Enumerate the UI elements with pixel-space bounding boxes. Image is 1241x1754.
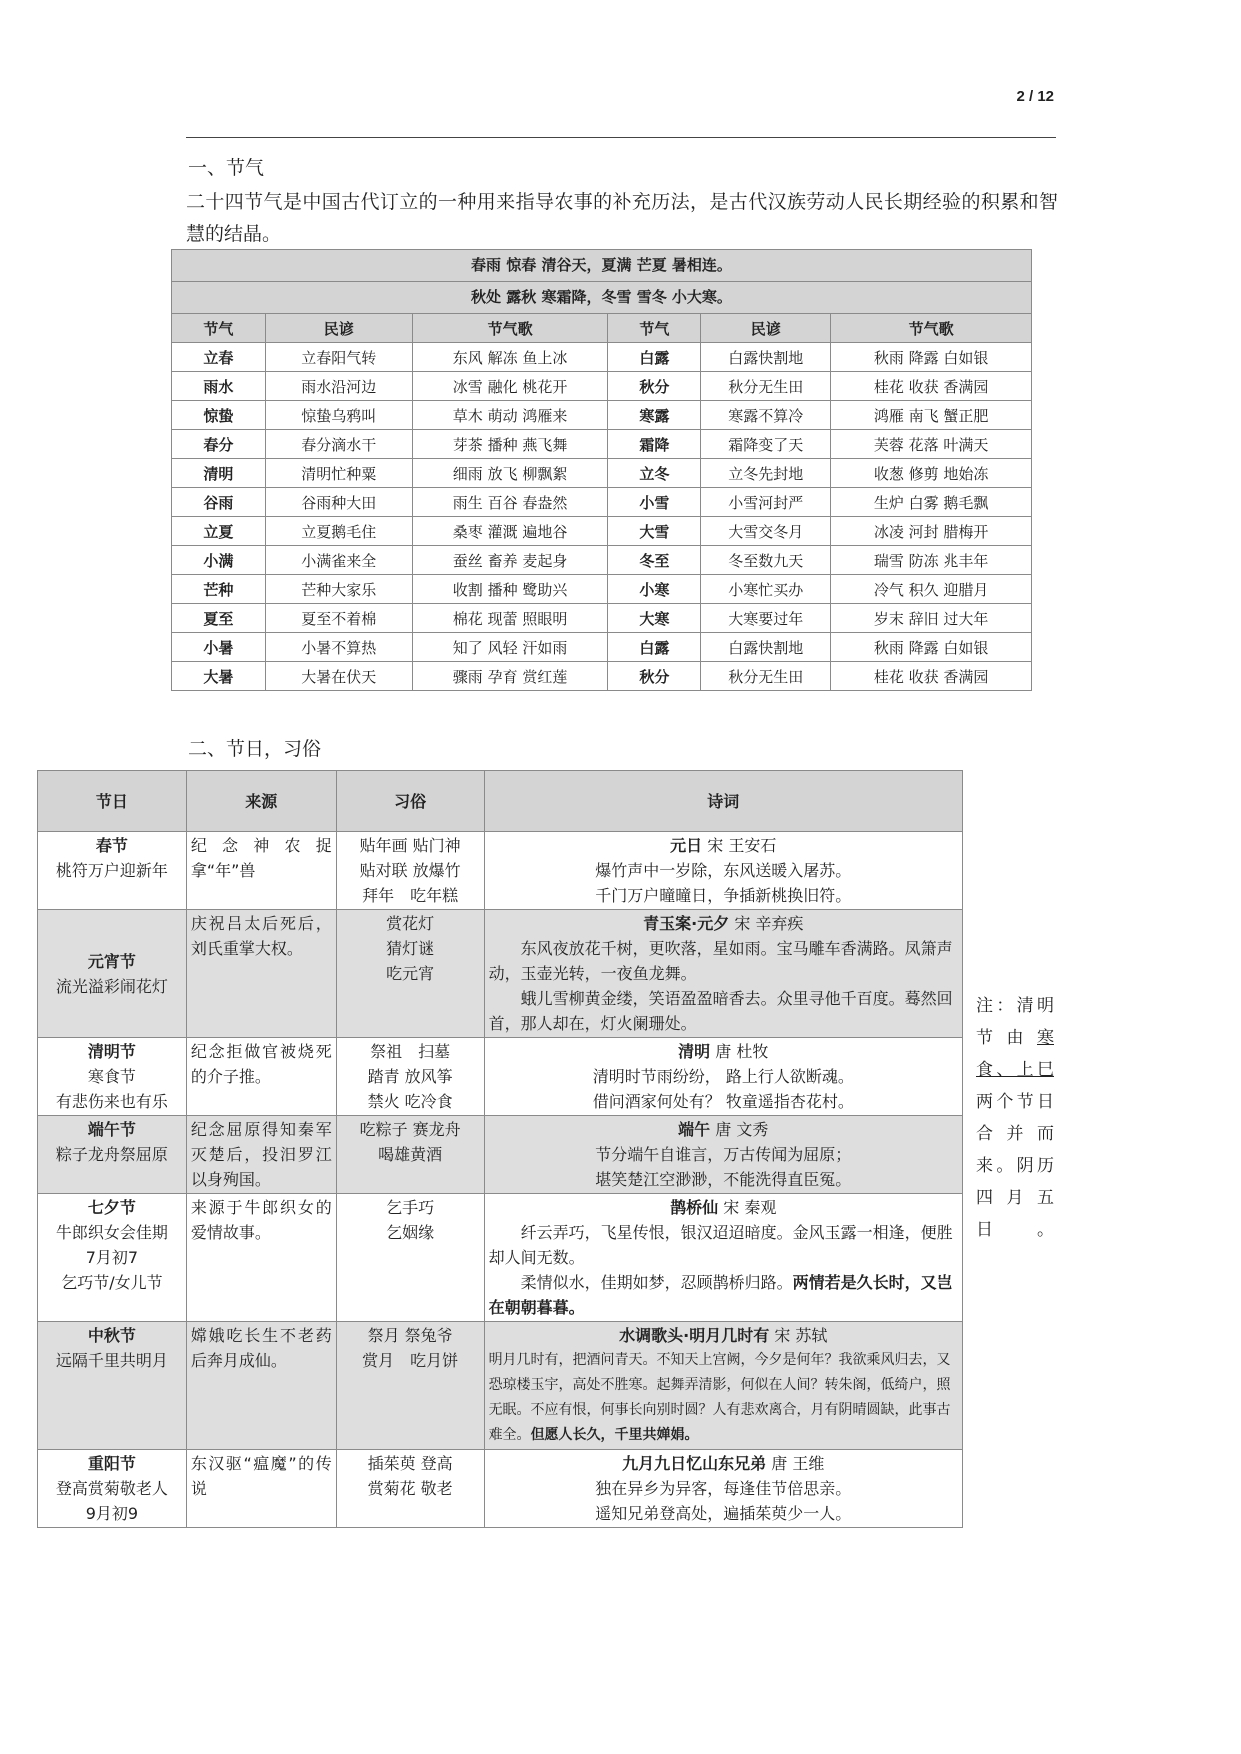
solar-table-cell: 立冬 <box>608 459 701 488</box>
festival-custom: 贴对联 放爆竹 <box>359 861 461 880</box>
solar-table-cell: 小寒 <box>608 575 701 604</box>
solar-table-cell: 霜降 <box>608 430 701 459</box>
solar-table-header: 节气 <box>172 314 266 343</box>
solar-table-cell: 生炉 白雾 鹅毛飘 <box>831 488 1032 517</box>
festival-custom: 踏青 放风筝 <box>367 1067 453 1086</box>
poem-body <box>489 1348 958 1448</box>
festival-custom: 祭月 祭兔爷 <box>367 1326 453 1345</box>
festival-custom: 乞手巧 <box>386 1198 435 1217</box>
solar-table-title-row <box>172 250 1032 282</box>
solar-table-cell: 大暑在伏天 <box>265 662 412 691</box>
festival-name: 端午节 <box>87 1120 136 1139</box>
solar-table-cell: 霜降变了天 <box>701 430 831 459</box>
section-heading-solar-terms: 一、节气 <box>188 157 265 179</box>
solar-table-cell: 小暑 <box>172 633 266 662</box>
solar-table-cell: 秋雨 降露 白如银 <box>831 633 1032 662</box>
solar-table-cell: 立夏鹅毛住 <box>265 517 412 546</box>
festival-header: 诗词 <box>484 771 962 832</box>
festival-custom: 赏花灯 <box>386 914 435 933</box>
solar-table-cell: 谷雨种大田 <box>265 488 412 517</box>
solar-table-row <box>172 488 1032 517</box>
solar-table-cell: 鸿雁 南飞 蟹正肥 <box>831 401 1032 430</box>
solar-table-cell: 冬至数九天 <box>701 546 831 575</box>
solar-terms-intro: 二十四节气是中国古代订立的一种用来指导农事的补充历法，是古代汉族劳动人民长期经验的积累和智慧的结晶。 <box>186 191 1058 245</box>
festival-row <box>38 1116 963 1194</box>
festival-customs-cell <box>336 1322 484 1450</box>
festival-poem-cell <box>484 1194 962 1322</box>
solar-table-cell: 大暑 <box>172 662 266 691</box>
poem-line: 柔情似水，佳期如梦，忍顾鹊桥归路。 <box>520 1273 793 1292</box>
festival-poem-cell <box>484 1116 962 1194</box>
poem-line: 蛾儿雪柳黄金缕，笑语盈盈暗香去。众里寻他千百度。蓦然回首，那人却在，灯火阑珊处。 <box>488 989 953 1033</box>
festival-subtitle: 7月初7 <box>85 1248 139 1267</box>
poem-title: 水调歌头·明月几时有 <box>619 1326 770 1345</box>
festival-custom: 吃粽子 赛龙舟 <box>359 1120 461 1139</box>
festival-row <box>38 1038 963 1116</box>
solar-table-title-row <box>172 282 1032 314</box>
festival-origin: 来源于牛郎织女的爱情故事。 <box>186 1194 336 1322</box>
festival-origin: 纪念拒做官被烧死的介子推。 <box>186 1038 336 1116</box>
solar-table-cell: 大雪交冬月 <box>701 517 831 546</box>
solar-table-row <box>172 401 1032 430</box>
poem-title-line <box>489 833 958 858</box>
poem-line: 纤云弄巧，飞星传恨，银汉迢迢暗度。金风玉露一相逢，便胜却人间无数。 <box>488 1223 953 1267</box>
poem-title-line <box>489 1039 958 1064</box>
festival-name-cell <box>38 1194 187 1322</box>
solar-table-cell: 秋雨 降露 白如银 <box>831 343 1032 372</box>
festival-subtitle: 粽子龙舟祭屈原 <box>55 1145 168 1164</box>
festival-row <box>38 910 963 1038</box>
poem-author: 宋 王安石 <box>707 836 777 855</box>
solar-table-cell: 冷气 积久 迎腊月 <box>831 575 1032 604</box>
solar-table-row <box>172 430 1032 459</box>
solar-table-cell: 细雨 放飞 柳飘絮 <box>412 459 608 488</box>
poem-line: 爆竹声中一岁除，东风送暖入屠苏。 <box>595 861 852 880</box>
poem-title-line <box>489 1451 958 1476</box>
poem-line-wrap <box>489 1270 958 1320</box>
festival-row <box>38 1194 963 1322</box>
solar-table-cell: 白露 <box>608 343 701 372</box>
solar-table-cell: 白露快割地 <box>701 343 831 372</box>
solar-table-row <box>172 546 1032 575</box>
festival-subtitle: 乞巧节/女儿节 <box>61 1273 163 1292</box>
festival-custom: 赏菊花 敬老 <box>367 1479 453 1498</box>
poem-line: 节分端午自谁言，万古传闻为屈原； <box>595 1145 852 1164</box>
solar-table-cell: 小雪河封严 <box>701 488 831 517</box>
solar-table-cell: 惊蛰乌鸦叫 <box>265 401 412 430</box>
festival-name-cell <box>38 1322 187 1450</box>
solar-table-row <box>172 575 1032 604</box>
solar-table-cell: 小雪 <box>608 488 701 517</box>
festival-name: 元宵节 <box>87 951 136 971</box>
solar-table-cell: 收葱 修剪 地始冻 <box>831 459 1032 488</box>
solar-table-cell: 谷雨 <box>172 488 266 517</box>
solar-table-cell: 雨水 <box>172 372 266 401</box>
solar-table-cell: 瑞雪 防冻 兆丰年 <box>831 546 1032 575</box>
festival-name-cell <box>38 1450 187 1528</box>
poem-title: 青玉案·元夕 <box>643 914 730 933</box>
solar-table-row <box>172 459 1032 488</box>
solar-table-cell: 立春 <box>172 343 266 372</box>
festival-origin: 东汉驱“瘟魔”的传说 <box>186 1450 336 1528</box>
solar-table-cell: 春分 <box>172 430 266 459</box>
festival-subtitle: 牛郎织女会佳期 <box>55 1223 168 1242</box>
poem-author: 唐 王维 <box>771 1454 825 1473</box>
solar-table-cell: 冰凌 河封 腊梅开 <box>831 517 1032 546</box>
poem-line: 遥知兄弟登高处，遍插茱萸少一人。 <box>595 1504 852 1523</box>
poem-title: 清明 <box>678 1042 711 1061</box>
note-underlined: 寒食、上巳 <box>976 1028 1054 1080</box>
solar-table-cell: 芒种大家乐 <box>265 575 412 604</box>
solar-table-cell: 桑枣 灌溉 遍地谷 <box>412 517 608 546</box>
solar-table-cell: 桂花 收获 香满园 <box>831 372 1032 401</box>
solar-table-cell: 秋分无生田 <box>701 662 831 691</box>
solar-table-cell: 芙蓉 花落 叶满天 <box>831 430 1032 459</box>
solar-table-title: 春雨 惊春 清谷天，夏满 芒夏 暑相连。 <box>172 250 1032 282</box>
page-number: 2 / 12 <box>1016 88 1054 105</box>
solar-table-cell: 秋分 <box>608 372 701 401</box>
solar-table-cell: 大雪 <box>608 517 701 546</box>
solar-table-cell: 立夏 <box>172 517 266 546</box>
poem-title: 元日 <box>670 836 703 855</box>
festival-row <box>38 1322 963 1450</box>
solar-table-header: 节气 <box>608 314 701 343</box>
solar-table-cell: 桂花 收获 香满园 <box>831 662 1032 691</box>
solar-table-cell: 寒露不算冷 <box>701 401 831 430</box>
poem-bold-line: 两情若是久长时，又岂在朝朝暮暮。 <box>488 1273 953 1317</box>
festival-custom: 贴年画 贴门神 <box>359 836 461 855</box>
festival-subtitle: 9月初9 <box>85 1504 139 1523</box>
poem-title: 九月九日忆山东兄弟 <box>622 1454 767 1473</box>
solar-table-cell: 芒种 <box>172 575 266 604</box>
festival-name-cell <box>38 1116 187 1194</box>
poem-author: 唐 文秀 <box>715 1120 769 1139</box>
solar-table-cell: 棉花 现蕾 照眼明 <box>412 604 608 633</box>
poem-author: 唐 杜牧 <box>715 1042 769 1061</box>
festival-poem-cell <box>484 1322 962 1450</box>
festival-custom: 插茱萸 登高 <box>367 1454 453 1473</box>
solar-table-cell: 收割 播种 鹭助兴 <box>412 575 608 604</box>
festival-header: 来源 <box>186 771 336 832</box>
solar-table-cell: 夏至不着棉 <box>265 604 412 633</box>
solar-table-cell: 小满 <box>172 546 266 575</box>
solar-table-row <box>172 662 1032 691</box>
solar-table-cell: 大寒 <box>608 604 701 633</box>
solar-table-cell: 白露 <box>608 633 701 662</box>
solar-table-cell: 知了 风轻 汗如雨 <box>412 633 608 662</box>
solar-table-title: 秋处 露秋 寒霜降，冬雪 雪冬 小大寒。 <box>172 282 1032 314</box>
solar-table-cell: 冬至 <box>608 546 701 575</box>
festival-subtitle: 有悲伤来也有乐 <box>55 1092 168 1111</box>
festival-poem-cell <box>484 1038 962 1116</box>
festival-header: 习俗 <box>336 771 484 832</box>
poem-author: 宋 辛弃疾 <box>734 914 804 933</box>
poem-bold-line: 但愿人长久，千里共婵娟。 <box>530 1427 699 1443</box>
section-heading-festivals: 二、节日，习俗 <box>188 738 322 760</box>
festival-poem-cell <box>484 1450 962 1528</box>
poem-line: 堪笑楚江空渺渺，不能洗得直臣冤。 <box>595 1170 852 1189</box>
poem-line: 借问酒家何处有？ 牧童遥指杏花村。 <box>592 1092 854 1111</box>
festivals-table <box>37 770 963 1528</box>
solar-table-cell: 芽茶 播种 燕飞舞 <box>412 430 608 459</box>
festival-custom: 祭祖 扫墓 <box>370 1042 451 1061</box>
solar-table-cell: 惊蛰 <box>172 401 266 430</box>
solar-table-cell: 春分滴水干 <box>265 430 412 459</box>
festival-header-row <box>38 771 963 832</box>
festival-customs-cell <box>336 1116 484 1194</box>
festival-custom: 赏月 吃月饼 <box>362 1351 459 1370</box>
poem-author: 宋 秦观 <box>723 1198 777 1217</box>
festival-row <box>38 1450 963 1528</box>
solar-table-cell: 小寒忙买办 <box>701 575 831 604</box>
festival-poem-cell <box>484 832 962 910</box>
solar-table-row <box>172 633 1032 662</box>
solar-table-header: 民谚 <box>265 314 412 343</box>
festival-origin: 庆祝吕太后死后，刘氏重掌大权。 <box>186 910 336 1038</box>
note-prefix: 注：清明节由 <box>976 996 1054 1048</box>
solar-table-cell: 清明 <box>172 459 266 488</box>
solar-table-cell: 雨水沿河边 <box>265 372 412 401</box>
festival-subtitle: 桃符万户迎新年 <box>55 861 168 880</box>
note-suffix: 两个节日合并而来。阴历四月五日。 <box>976 1092 1054 1240</box>
header-rule <box>186 137 1056 138</box>
solar-table-row <box>172 517 1032 546</box>
festival-customs-cell <box>336 1038 484 1116</box>
festival-custom: 禁火 吃冷食 <box>367 1092 453 1111</box>
solar-table-header: 民谚 <box>701 314 831 343</box>
festival-name-cell <box>38 1038 187 1116</box>
solar-table-cell: 骤雨 孕育 赏红莲 <box>412 662 608 691</box>
solar-table-cell: 蚕丝 畜养 麦起身 <box>412 546 608 575</box>
festival-customs-cell <box>336 1194 484 1322</box>
poem-title-line <box>489 1195 958 1220</box>
solar-table-cell: 大寒要过年 <box>701 604 831 633</box>
solar-table-cell: 小满雀来全 <box>265 546 412 575</box>
solar-table-cell: 小暑不算热 <box>265 633 412 662</box>
festival-header: 节日 <box>38 771 187 832</box>
festival-customs-cell <box>336 1450 484 1528</box>
poem-title-line <box>489 1323 958 1348</box>
solar-table-cell: 岁末 辞旧 过大年 <box>831 604 1032 633</box>
festival-customs-cell <box>336 910 484 1038</box>
solar-table-row <box>172 604 1032 633</box>
festival-poem-cell <box>484 910 962 1038</box>
festival-name-cell <box>38 910 187 1038</box>
poem-title: 鹊桥仙 <box>670 1198 719 1217</box>
festival-origin: 纪念神农捉拿“年”兽 <box>186 832 336 910</box>
festival-name-cell <box>38 832 187 910</box>
solar-table-cell: 寒露 <box>608 401 701 430</box>
solar-table-cell: 东风 解冻 鱼上冰 <box>412 343 608 372</box>
solar-table-header: 节气歌 <box>831 314 1032 343</box>
festival-subtitle: 远隔千里共明月 <box>55 1351 168 1370</box>
festival-name: 重阳节 <box>87 1454 136 1473</box>
solar-table-cell: 雨生 百谷 春盎然 <box>412 488 608 517</box>
solar-terms-table <box>171 249 1032 691</box>
solar-table-header: 节气歌 <box>412 314 608 343</box>
poem-line: 清明时节雨纷纷， 路上行人欲断魂。 <box>592 1067 854 1086</box>
festival-custom: 喝雄黄酒 <box>378 1145 443 1164</box>
poem-line: 东风夜放花千树，更吹落，星如雨。宝马雕车香满路。凤箫声动，玉壶光转，一夜鱼龙舞。 <box>488 939 953 983</box>
solar-table-row <box>172 372 1032 401</box>
festival-name: 中秋节 <box>87 1326 136 1345</box>
poem-line: 独在异乡为异客，每逢佳节倍思亲。 <box>595 1479 852 1498</box>
solar-table-cell: 草木 萌动 鸿雁来 <box>412 401 608 430</box>
solar-table-row <box>172 343 1032 372</box>
festival-subtitle: 流光溢彩闹花灯 <box>55 976 168 996</box>
solar-table-cell: 立冬先封地 <box>701 459 831 488</box>
poem-author: 宋 苏轼 <box>774 1326 828 1345</box>
solar-table-cell: 清明忙种粟 <box>265 459 412 488</box>
festival-row <box>38 832 963 910</box>
festival-custom: 乞姻缘 <box>386 1223 435 1242</box>
poem-title-line <box>489 1117 958 1142</box>
qingming-note <box>976 990 1054 1246</box>
festival-origin: 纪念屈原得知秦军灭楚后，投汨罗江以身殉国。 <box>186 1116 336 1194</box>
solar-table-cell: 冰雪 融化 桃花开 <box>412 372 608 401</box>
solar-table-cell: 白露快割地 <box>701 633 831 662</box>
festival-custom: 猜灯谜 <box>386 939 435 958</box>
festival-subtitle: 寒食节 <box>87 1067 136 1086</box>
solar-table-header-row <box>172 314 1032 343</box>
solar-table-cell: 秋分 <box>608 662 701 691</box>
solar-table-cell: 秋分无生田 <box>701 372 831 401</box>
poem-title-line <box>489 911 958 936</box>
poem-line: 明月几时有，把酒问青天。不知天上宫阙，今夕是何年？我欲乘风归去，又恐琼楼玉宇，高处不胜寒。起舞弄清影，何似在人间？转朱阁，低绮户，照无眠。不应有恨，何事长向别时圆？人有悲欢离合，月有阴晴圆缺，此事古难全。 <box>488 1352 951 1443</box>
solar-table-cell: 夏至 <box>172 604 266 633</box>
poem-line: 千门万户曈曈日，争插新桃换旧符。 <box>595 886 852 905</box>
festival-name: 春节 <box>95 836 128 855</box>
festival-name: 清明节 <box>87 1042 136 1061</box>
festival-name: 七夕节 <box>87 1198 136 1217</box>
festival-subtitle: 登高赏菊敬老人 <box>55 1479 168 1498</box>
solar-table-cell: 立春阳气转 <box>265 343 412 372</box>
festival-customs-cell <box>336 832 484 910</box>
festival-custom: 拜年 吃年糕 <box>362 886 459 905</box>
festival-custom: 吃元宵 <box>386 964 435 983</box>
festival-origin: 嫦娥吃长生不老药后奔月成仙。 <box>186 1322 336 1450</box>
poem-title: 端午 <box>678 1120 711 1139</box>
